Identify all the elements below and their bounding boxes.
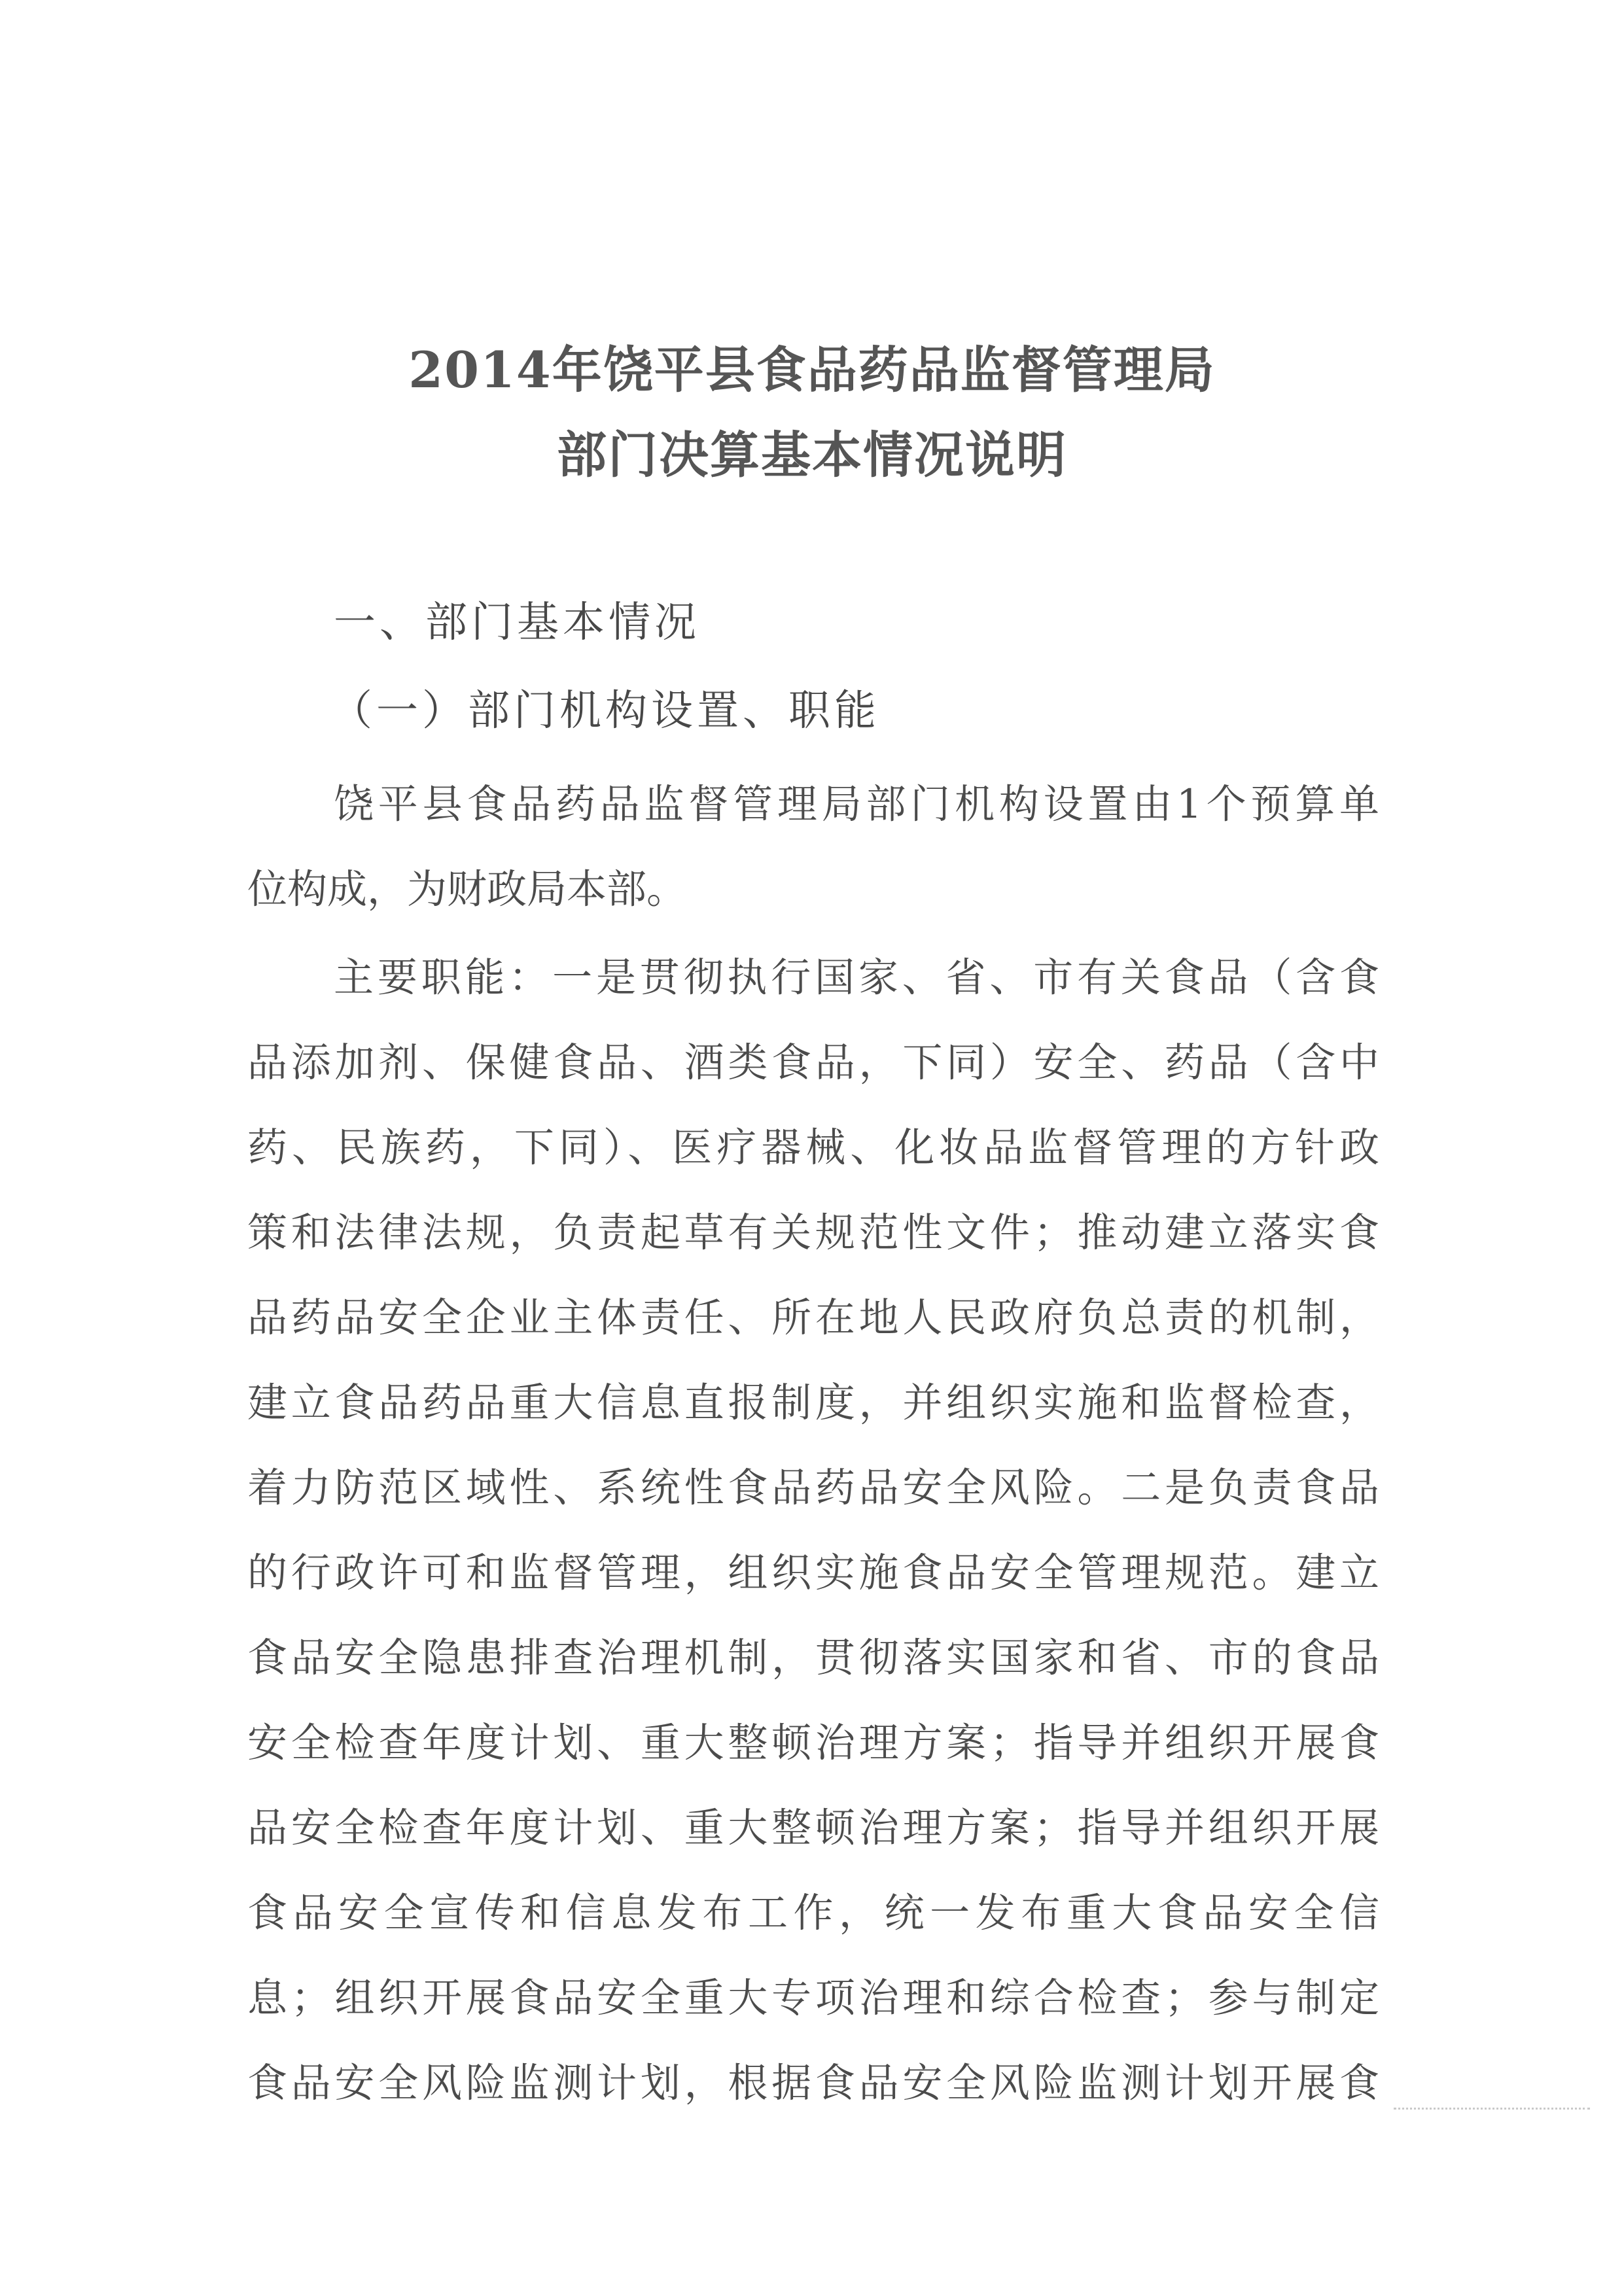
paragraph-line: 品安全检查年度计划、重大整顿治理方案；指导并组织开展 [247, 1805, 1379, 1851]
paragraph-line: 品添加剂、保健食品、酒类食品，下同）安全、药品（含中 [247, 1039, 1379, 1086]
paragraph-line: 着力防范区域性、系统性食品药品安全风险。二是负责食品 [247, 1465, 1379, 1511]
document-title-line-1: 2014年饶平县食品药品监督管理局 [408, 341, 1216, 399]
paragraph-line: 建立食品药品重大信息直报制度，并组织实施和监督检查， [247, 1380, 1379, 1426]
paragraph-line: 食品安全宣传和信息发布工作，统一发布重大食品安全信 [247, 1890, 1379, 1936]
paragraph-line: 的行政许可和监督管理，组织实施食品安全管理规范。建立 [247, 1550, 1379, 1596]
paragraph-line: 食品安全风险监测计划，根据食品安全风险监测计划开展食 [247, 2060, 1379, 2106]
paragraph-line: 安全检查年度计划、重大整顿治理方案；指导并组织开展食 [247, 1720, 1379, 1766]
paragraph-line: 息；组织开展食品安全重大专项治理和综合检查；参与制定 [247, 1975, 1379, 2021]
section-heading-basic-info: 一、部门基本情况 [334, 599, 700, 647]
paragraph-line: 饶平县食品药品监督管理局部门机构设置由1个预算单 [334, 781, 1379, 827]
subsection-heading-org-functions: （一）部门机构设置、职能 [330, 687, 880, 735]
paragraph-line: 位构成，为财政局本部。 [247, 866, 687, 913]
document-title-line-2: 部门决算基本情况说明 [557, 426, 1067, 484]
paragraph-line: 主要职能：一是贯彻执行国家、省、市有关食品（含食 [334, 954, 1379, 1001]
paragraph-line: 品药品安全企业主体责任、所在地人民政府负总责的机制， [247, 1295, 1379, 1341]
paragraph-line: 食品安全隐患排查治理机制，贯彻落实国家和省、市的食品 [247, 1635, 1379, 1681]
paragraph-line: 策和法律法规，负责起草有关规范性文件；推动建立落实食 [247, 1209, 1379, 1256]
scan-artifact [1394, 2108, 1590, 2116]
paragraph-line: 药、民族药，下同）、医疗器械、化妆品监督管理的方针政 [247, 1124, 1379, 1171]
